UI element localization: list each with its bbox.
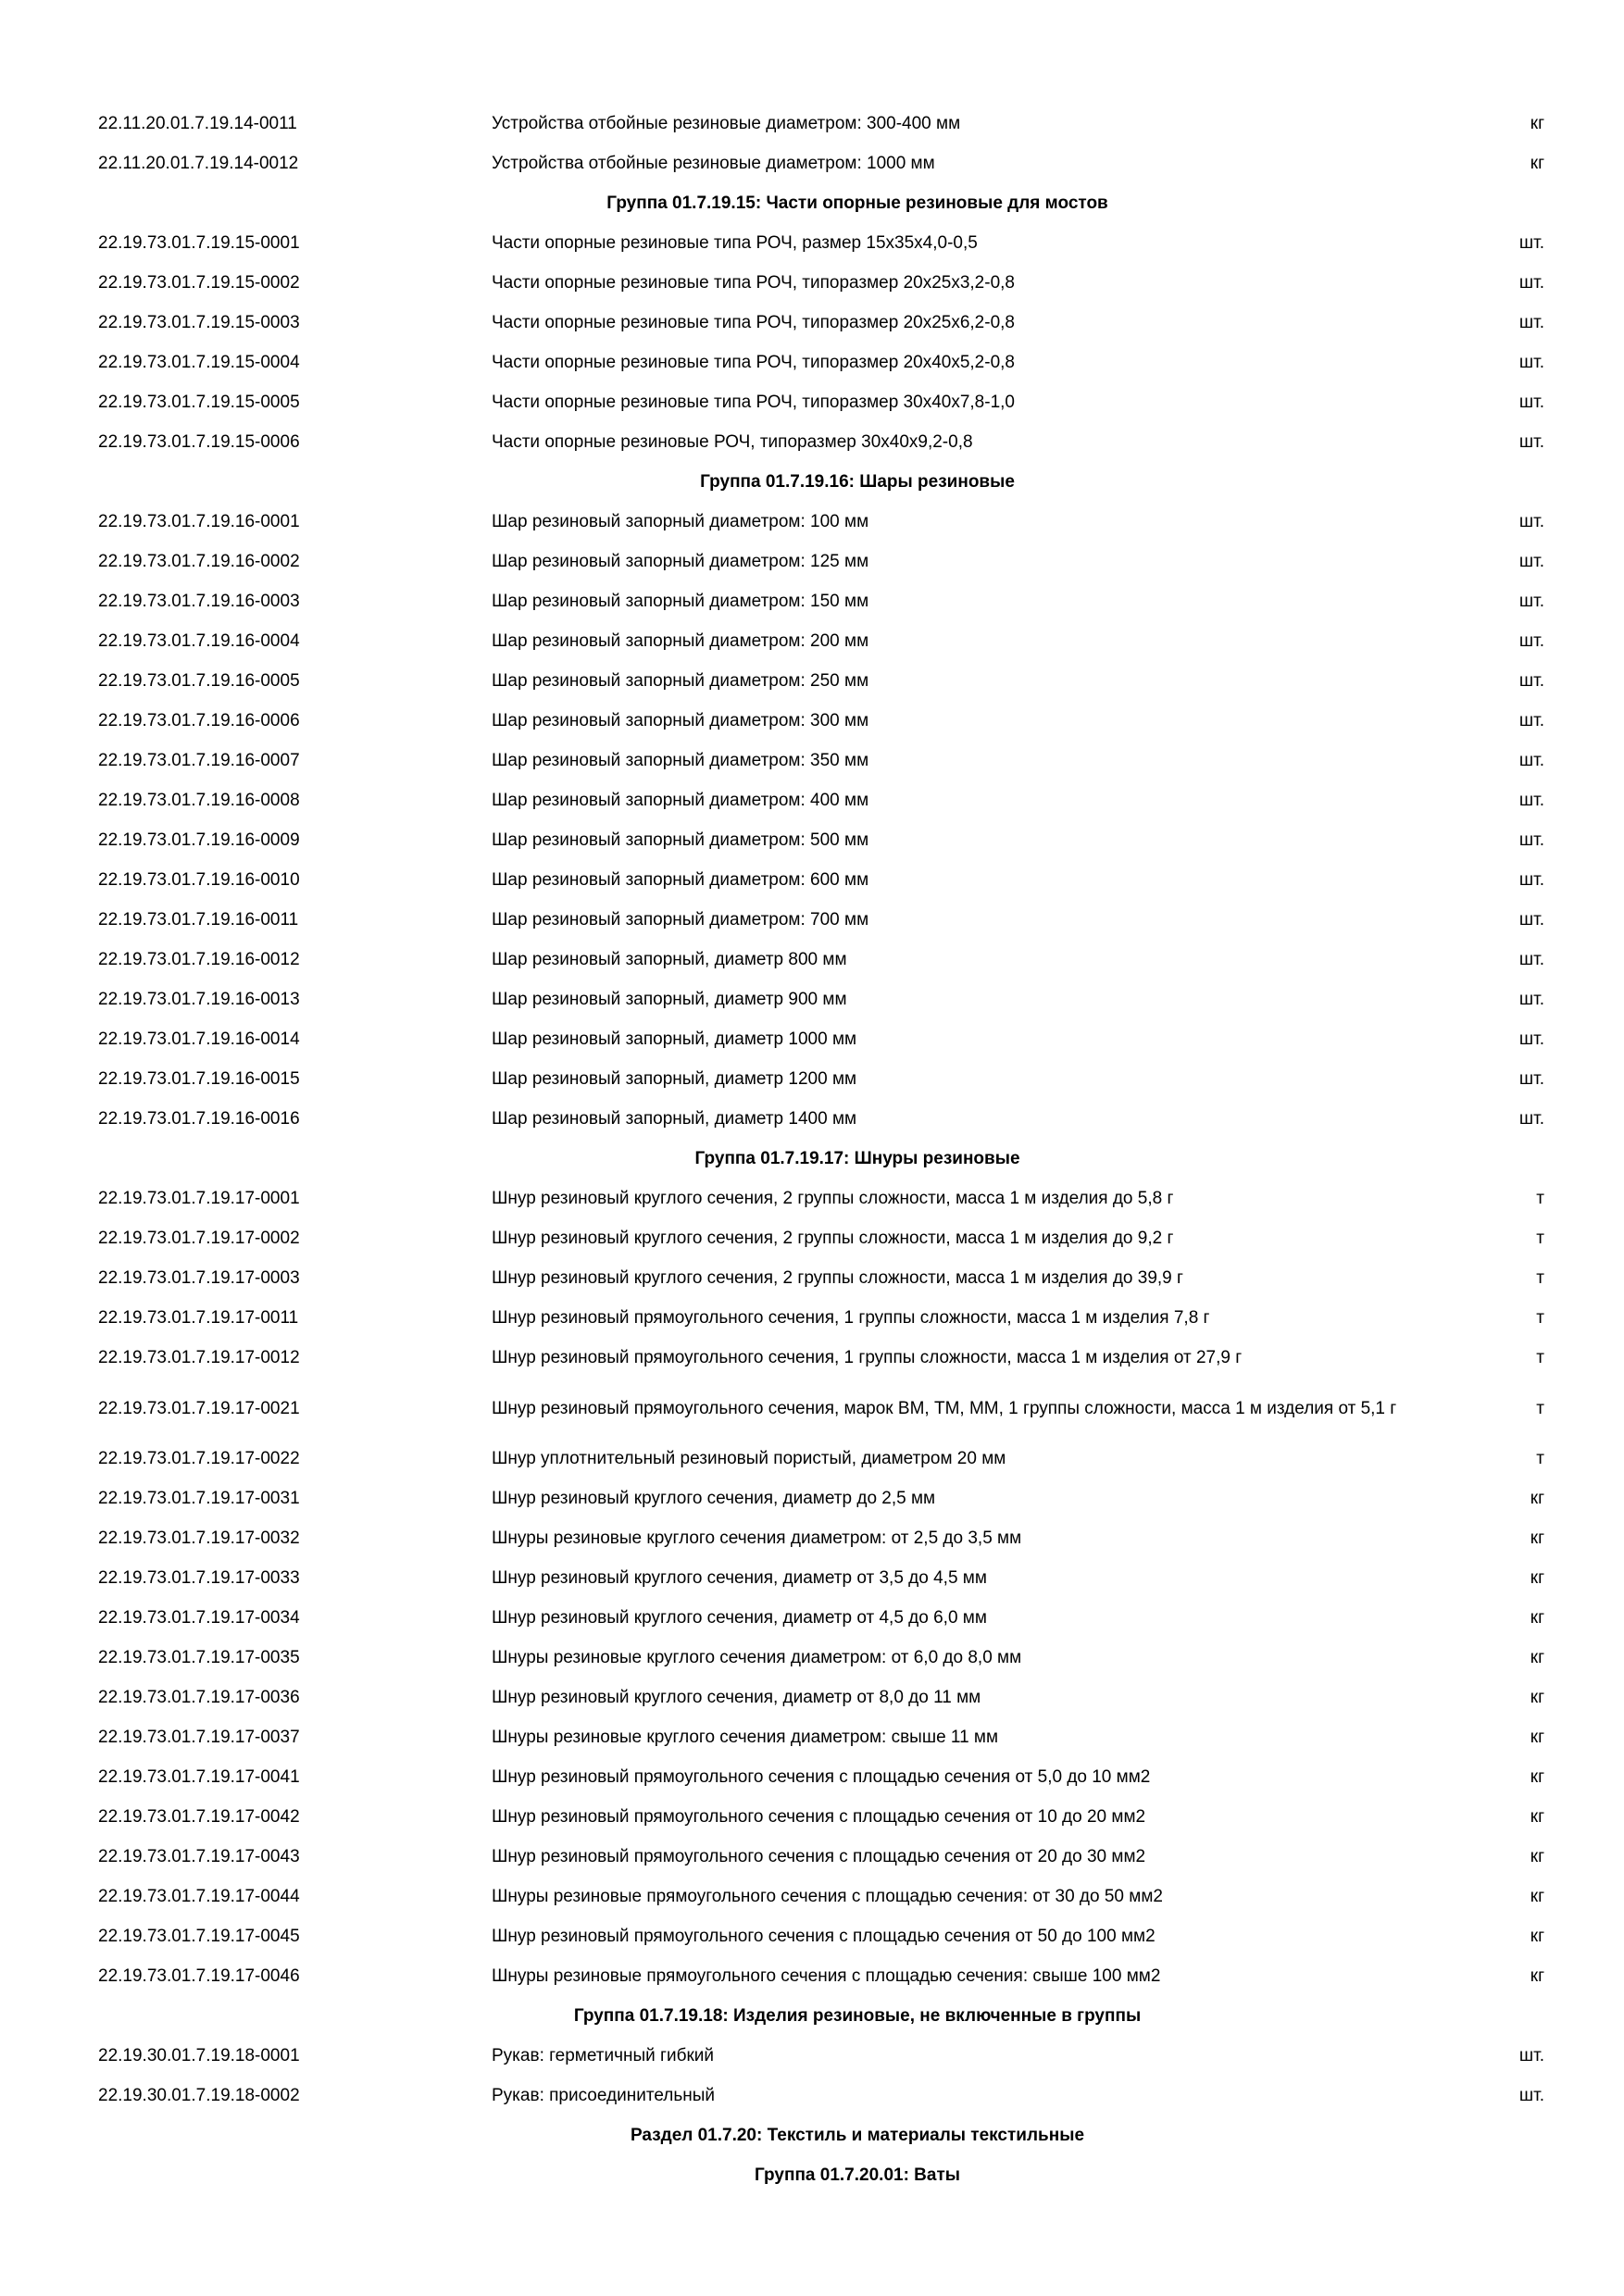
item-code: 22.19.73.01.7.19.15-0003 bbox=[98, 313, 300, 332]
item-code: 22.11.20.01.7.19.14-0011 bbox=[98, 114, 297, 133]
item-code: 22.19.73.01.7.19.16-0016 bbox=[98, 1109, 300, 1129]
table-row bbox=[98, 1518, 1568, 1558]
group-header: Группа 01.7.19.16: Шары резиновые bbox=[700, 471, 1015, 492]
item-unit: т bbox=[1536, 1189, 1544, 1208]
item-code: 22.19.73.01.7.19.17-0034 bbox=[98, 1608, 300, 1628]
table-row bbox=[98, 2076, 1568, 2115]
item-name: Шнуры резиновые круглого сечения диаметром: свыше 11 мм bbox=[492, 1728, 999, 1747]
item-name: Шар резиновый запорный диаметром: 600 мм bbox=[492, 870, 869, 890]
item-name: Шар резиновый запорный, диаметр 800 мм bbox=[492, 950, 847, 969]
table-row bbox=[98, 382, 1568, 422]
item-code: 22.19.30.01.7.19.18-0002 bbox=[98, 2086, 300, 2105]
table-row bbox=[98, 1059, 1568, 1099]
table-row bbox=[98, 1598, 1568, 1638]
item-unit: шт. bbox=[1518, 432, 1544, 452]
table-row bbox=[98, 1439, 1568, 1479]
group-header: Раздел 01.7.20: Текстиль и материалы текстильные bbox=[630, 2125, 1085, 2145]
item-unit: шт. bbox=[1518, 870, 1544, 890]
item-name: Рукав: герметичный гибкий bbox=[492, 2046, 714, 2065]
item-name: Шнуры резиновые прямоугольного сечения с площадью сечения: свыше 100 мм2 bbox=[492, 1966, 1161, 1986]
item-code: 22.19.73.01.7.19.17-0021 bbox=[98, 1398, 300, 1418]
item-code: 22.19.73.01.7.19.17-0046 bbox=[98, 1966, 300, 1986]
item-code: 22.19.73.01.7.19.17-0022 bbox=[98, 1449, 300, 1468]
item-name: Шнуры резиновые прямоугольного сечения с площадью сечения: от 30 до 50 мм2 bbox=[492, 1887, 1163, 1906]
item-unit: шт. bbox=[1518, 233, 1544, 253]
table-row bbox=[98, 701, 1568, 741]
table-row bbox=[98, 1479, 1568, 1518]
item-unit: кг bbox=[1530, 1927, 1544, 1946]
table-row bbox=[98, 1916, 1568, 1956]
item-unit: кг bbox=[1530, 1728, 1544, 1747]
item-unit: кг bbox=[1530, 114, 1544, 133]
item-name: Шнур резиновый прямоугольного сечения с площадью сечения от 10 до 20 мм2 bbox=[492, 1807, 1146, 1827]
table-row bbox=[98, 263, 1568, 303]
item-code: 22.19.73.01.7.19.17-0033 bbox=[98, 1568, 300, 1588]
item-unit: кг bbox=[1530, 1529, 1544, 1548]
item-name: Шнур резиновый круглого сечения, 2 группы сложности, масса 1 м изделия до 39,9 г bbox=[492, 1268, 1183, 1288]
item-code: 22.19.73.01.7.19.17-0036 bbox=[98, 1688, 300, 1707]
item-unit: шт. bbox=[1518, 393, 1544, 412]
item-name: Шар резиновый запорный диаметром: 300 мм bbox=[492, 711, 869, 730]
table-row bbox=[98, 542, 1568, 581]
item-unit: шт. bbox=[1518, 592, 1544, 611]
item-name: Части опорные резиновые типа РОЧ, типоразмер 20x40x5,2-0,8 bbox=[492, 353, 1015, 372]
item-code: 22.19.73.01.7.19.17-0041 bbox=[98, 1767, 300, 1787]
item-name: Шнур резиновый круглого сечения, диаметр от 3,5 до 4,5 мм bbox=[492, 1568, 987, 1588]
item-name: Шар резиновый запорный, диаметр 1200 мм bbox=[492, 1069, 857, 1089]
item-code: 22.19.73.01.7.19.17-0035 bbox=[98, 1648, 300, 1667]
item-code: 22.19.73.01.7.19.17-0011 bbox=[98, 1308, 299, 1328]
item-unit: кг bbox=[1530, 1966, 1544, 1986]
item-unit: шт. bbox=[1518, 313, 1544, 332]
table-row bbox=[98, 1298, 1568, 1338]
item-unit: шт. bbox=[1518, 552, 1544, 571]
table-row bbox=[98, 303, 1568, 343]
item-code: 22.19.73.01.7.19.16-0011 bbox=[98, 910, 299, 930]
table-row bbox=[98, 1757, 1568, 1797]
item-code: 22.19.73.01.7.19.17-0042 bbox=[98, 1807, 300, 1827]
item-unit: т bbox=[1536, 1229, 1544, 1248]
item-name: Шнур резиновый круглого сечения, диаметр до 2,5 мм bbox=[492, 1489, 936, 1508]
table-row bbox=[98, 1258, 1568, 1298]
item-unit: кг bbox=[1530, 154, 1544, 173]
item-code: 22.19.73.01.7.19.17-0045 bbox=[98, 1927, 300, 1946]
item-unit: шт. bbox=[1518, 2046, 1544, 2065]
item-name: Шар резиновый запорный диаметром: 150 мм bbox=[492, 592, 869, 611]
item-code: 22.19.73.01.7.19.17-0001 bbox=[98, 1189, 300, 1208]
item-code: 22.19.73.01.7.19.17-0002 bbox=[98, 1229, 300, 1248]
item-code: 22.19.73.01.7.19.16-0010 bbox=[98, 870, 300, 890]
item-unit: кг bbox=[1530, 1688, 1544, 1707]
table-row bbox=[98, 621, 1568, 661]
item-name: Шнур резиновый круглого сечения, диаметр от 8,0 до 11 мм bbox=[492, 1688, 981, 1707]
price-list-table bbox=[98, 104, 1568, 2195]
table-row bbox=[98, 581, 1568, 621]
item-name: Шнур резиновый прямоугольного сечения с площадью сечения от 5,0 до 10 мм2 bbox=[492, 1767, 1151, 1787]
table-row bbox=[98, 1179, 1568, 1218]
item-code: 22.19.73.01.7.19.16-0005 bbox=[98, 671, 300, 691]
item-code: 22.19.73.01.7.19.16-0007 bbox=[98, 751, 300, 770]
item-name: Устройства отбойные резиновые диаметром: 300-400 мм bbox=[492, 114, 961, 133]
item-code: 22.11.20.01.7.19.14-0012 bbox=[98, 154, 299, 173]
item-name: Шнур резиновый прямоугольного сечения с площадью сечения от 20 до 30 мм2 bbox=[492, 1847, 1146, 1866]
group-header: Группа 01.7.19.15: Части опорные резиновые для мостов bbox=[606, 193, 1108, 213]
table-row bbox=[98, 1678, 1568, 1717]
table-row bbox=[98, 2036, 1568, 2076]
item-code: 22.19.73.01.7.19.17-0032 bbox=[98, 1529, 300, 1548]
table-row bbox=[98, 1338, 1568, 1378]
item-name: Шар резиновый запорный диаметром: 700 мм bbox=[492, 910, 869, 930]
table-row bbox=[98, 741, 1568, 780]
item-name: Шнур резиновый прямоугольного сечения, 1 группы сложности, масса 1 м изделия 7,8 г bbox=[492, 1308, 1210, 1328]
item-unit: шт. bbox=[1518, 791, 1544, 810]
item-unit: т bbox=[1536, 1449, 1544, 1468]
item-name: Шнуры резиновые круглого сечения диаметром: от 6,0 до 8,0 мм bbox=[492, 1648, 1022, 1667]
group-header: Группа 01.7.20.01: Ваты bbox=[755, 2165, 960, 2185]
item-code: 22.19.73.01.7.19.17-0012 bbox=[98, 1348, 300, 1367]
item-code: 22.19.73.01.7.19.17-0037 bbox=[98, 1728, 300, 1747]
item-unit: т bbox=[1536, 1268, 1544, 1288]
item-name: Части опорные резиновые типа РОЧ, типоразмер 20x25x3,2-0,8 bbox=[492, 273, 1015, 293]
item-code: 22.19.73.01.7.19.17-0031 bbox=[98, 1489, 300, 1508]
item-unit: кг bbox=[1530, 1807, 1544, 1827]
item-unit: т bbox=[1536, 1308, 1544, 1328]
item-code: 22.19.73.01.7.19.16-0008 bbox=[98, 791, 300, 810]
table-row bbox=[98, 1797, 1568, 1837]
table-row bbox=[98, 900, 1568, 940]
item-name: Части опорные резиновые РОЧ, типоразмер 30x40x9,2-0,8 bbox=[492, 432, 973, 452]
item-unit: шт. bbox=[1518, 273, 1544, 293]
item-name: Шар резиновый запорный диаметром: 250 мм bbox=[492, 671, 869, 691]
item-unit: кг bbox=[1530, 1608, 1544, 1628]
table-row bbox=[98, 223, 1568, 263]
item-code: 22.19.73.01.7.19.15-0004 bbox=[98, 353, 300, 372]
item-name: Шнур резиновый круглого сечения, 2 группы сложности, масса 1 м изделия до 9,2 г bbox=[492, 1229, 1174, 1248]
item-name: Шар резиновый запорный, диаметр 1000 мм bbox=[492, 1029, 857, 1049]
table-row bbox=[98, 780, 1568, 820]
item-code: 22.19.73.01.7.19.15-0006 bbox=[98, 432, 300, 452]
table-row bbox=[98, 343, 1568, 382]
item-name: Устройства отбойные резиновые диаметром: 1000 мм bbox=[492, 154, 935, 173]
item-name: Шар резиновый запорный, диаметр 900 мм bbox=[492, 990, 847, 1009]
item-name: Шар резиновый запорный диаметром: 400 мм bbox=[492, 791, 869, 810]
item-code: 22.19.73.01.7.19.17-0043 bbox=[98, 1847, 300, 1866]
group-header: Группа 01.7.19.17: Шнуры резиновые bbox=[694, 1148, 1020, 1168]
table-row bbox=[98, 1378, 1568, 1439]
table-row bbox=[98, 1019, 1568, 1059]
item-name: Шнур резиновый прямоугольного сечения, марок ВМ, ТМ, ММ, 1 группы сложности, масса 1 м изделия от 5,1 г bbox=[492, 1398, 1397, 1418]
item-unit: шт. bbox=[1518, 711, 1544, 730]
item-unit: шт. bbox=[1518, 353, 1544, 372]
item-unit: шт. bbox=[1518, 830, 1544, 850]
item-unit: кг bbox=[1530, 1887, 1544, 1906]
item-unit: шт. bbox=[1518, 512, 1544, 531]
item-unit: т bbox=[1536, 1398, 1544, 1418]
item-name: Шар резиновый запорный, диаметр 1400 мм bbox=[492, 1109, 857, 1129]
item-code: 22.19.73.01.7.19.16-0009 bbox=[98, 830, 300, 850]
item-name: Шар резиновый запорный диаметром: 125 мм bbox=[492, 552, 869, 571]
table-row bbox=[98, 940, 1568, 980]
table-row bbox=[98, 502, 1568, 542]
item-unit: шт. bbox=[1518, 631, 1544, 651]
item-code: 22.19.73.01.7.19.16-0006 bbox=[98, 711, 300, 730]
item-unit: кг bbox=[1530, 1767, 1544, 1787]
table-row bbox=[98, 1877, 1568, 1916]
table-row bbox=[98, 1558, 1568, 1598]
item-name: Шнур резиновый прямоугольного сечения с площадью сечения от 50 до 100 мм2 bbox=[492, 1927, 1156, 1946]
item-unit: шт. bbox=[1518, 910, 1544, 930]
item-name: Шнур резиновый круглого сечения, 2 группы сложности, масса 1 м изделия до 5,8 г bbox=[492, 1189, 1174, 1208]
item-code: 22.19.73.01.7.19.16-0002 bbox=[98, 552, 300, 571]
item-unit: кг bbox=[1530, 1489, 1544, 1508]
item-name: Шар резиновый запорный диаметром: 100 мм bbox=[492, 512, 869, 531]
item-code: 22.19.30.01.7.19.18-0001 bbox=[98, 2046, 300, 2065]
table-row bbox=[98, 1099, 1568, 1139]
table-row bbox=[98, 1956, 1568, 1996]
table-row bbox=[98, 144, 1568, 183]
item-name: Части опорные резиновые типа РОЧ, типоразмер 30x40x7,8-1,0 bbox=[492, 393, 1015, 412]
group-header: Группа 01.7.19.18: Изделия резиновые, не включенные в группы bbox=[573, 2005, 1142, 2026]
table-row bbox=[98, 820, 1568, 860]
item-code: 22.19.73.01.7.19.16-0015 bbox=[98, 1069, 300, 1089]
item-unit: кг bbox=[1530, 1648, 1544, 1667]
item-code: 22.19.73.01.7.19.16-0014 bbox=[98, 1029, 300, 1049]
item-name: Шар резиновый запорный диаметром: 200 мм bbox=[492, 631, 869, 651]
item-code: 22.19.73.01.7.19.16-0004 bbox=[98, 631, 300, 651]
table-row bbox=[98, 661, 1568, 701]
item-unit: шт. bbox=[1518, 1109, 1544, 1129]
item-name: Шнур резиновый круглого сечения, диаметр от 4,5 до 6,0 мм bbox=[492, 1608, 987, 1628]
item-name: Части опорные резиновые типа РОЧ, размер 15x35x4,0-0,5 bbox=[492, 233, 978, 253]
item-code: 22.19.73.01.7.19.16-0003 bbox=[98, 592, 300, 611]
item-code: 22.19.73.01.7.19.15-0001 bbox=[98, 233, 300, 253]
item-code: 22.19.73.01.7.19.16-0012 bbox=[98, 950, 300, 969]
item-code: 22.19.73.01.7.19.15-0005 bbox=[98, 393, 300, 412]
table-row bbox=[98, 422, 1568, 462]
item-name: Шар резиновый запорный диаметром: 500 мм bbox=[492, 830, 869, 850]
item-code: 22.19.73.01.7.19.16-0013 bbox=[98, 990, 300, 1009]
table-row bbox=[98, 1837, 1568, 1877]
table-row bbox=[98, 1638, 1568, 1678]
item-unit: шт. bbox=[1518, 671, 1544, 691]
item-name: Шнур уплотнительный резиновый пористый, диаметром 20 мм bbox=[492, 1449, 1006, 1468]
item-code: 22.19.73.01.7.19.16-0001 bbox=[98, 512, 300, 531]
item-code: 22.19.73.01.7.19.17-0044 bbox=[98, 1887, 300, 1906]
item-name: Рукав: присоединительный bbox=[492, 2086, 715, 2105]
table-row bbox=[98, 860, 1568, 900]
item-unit: шт. bbox=[1518, 1069, 1544, 1089]
item-unit: шт. bbox=[1518, 950, 1544, 969]
item-unit: т bbox=[1536, 1348, 1544, 1367]
item-name: Шнур резиновый прямоугольного сечения, 1 группы сложности, масса 1 м изделия от 27,9 г bbox=[492, 1348, 1243, 1367]
table-row bbox=[98, 104, 1568, 144]
item-unit: кг bbox=[1530, 1847, 1544, 1866]
item-name: Шнуры резиновые круглого сечения диаметром: от 2,5 до 3,5 мм bbox=[492, 1529, 1022, 1548]
item-unit: шт. bbox=[1518, 2086, 1544, 2105]
table-row bbox=[98, 980, 1568, 1019]
item-code: 22.19.73.01.7.19.15-0002 bbox=[98, 273, 300, 293]
item-name: Части опорные резиновые типа РОЧ, типоразмер 20x25x6,2-0,8 bbox=[492, 313, 1015, 332]
table-row bbox=[98, 1717, 1568, 1757]
item-name: Шар резиновый запорный диаметром: 350 мм bbox=[492, 751, 869, 770]
item-unit: шт. bbox=[1518, 751, 1544, 770]
table-row bbox=[98, 1218, 1568, 1258]
item-unit: шт. bbox=[1518, 990, 1544, 1009]
item-unit: шт. bbox=[1518, 1029, 1544, 1049]
item-unit: кг bbox=[1530, 1568, 1544, 1588]
item-code: 22.19.73.01.7.19.17-0003 bbox=[98, 1268, 300, 1288]
